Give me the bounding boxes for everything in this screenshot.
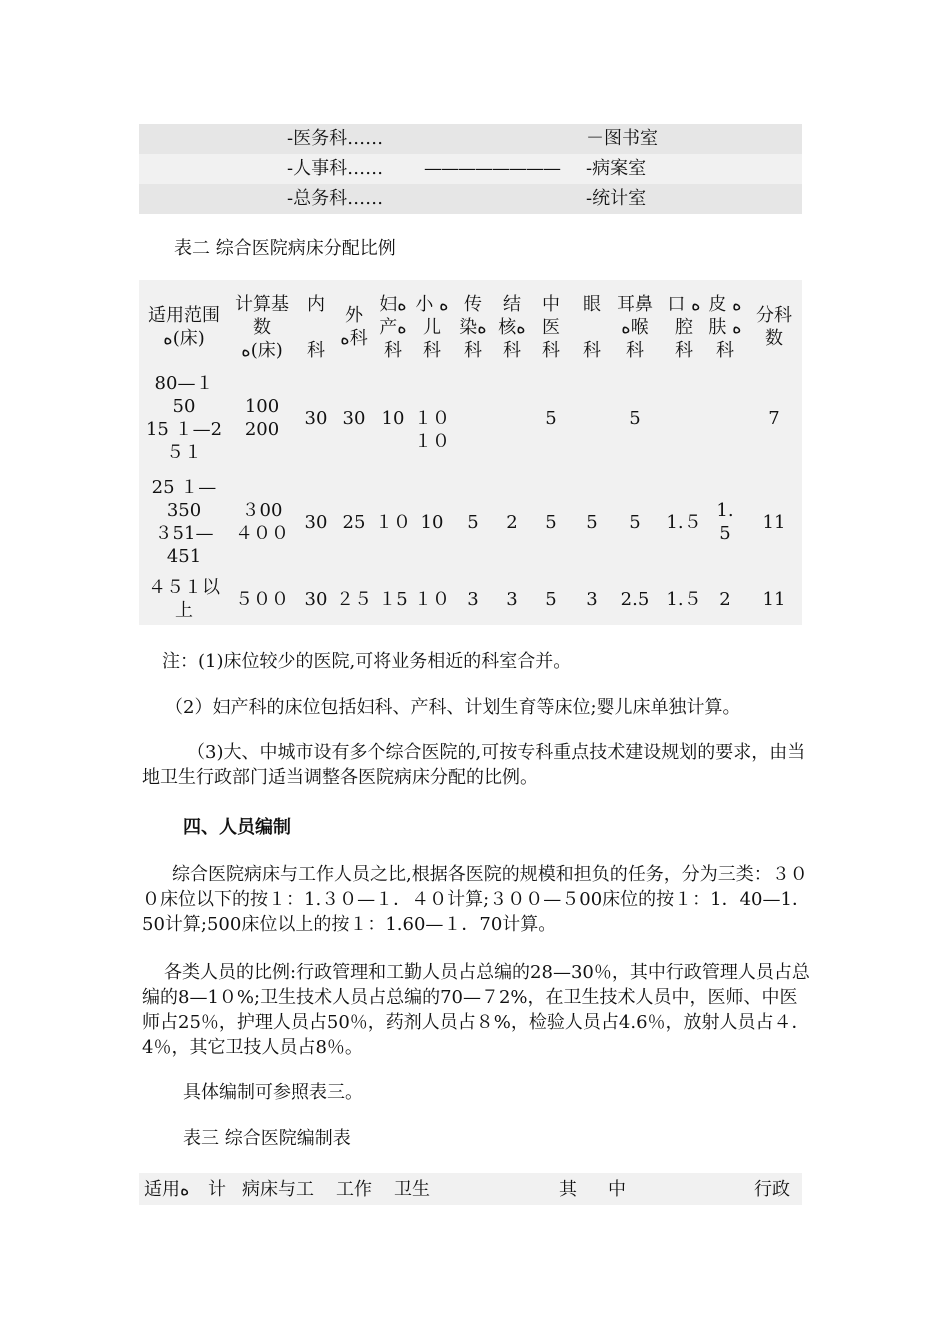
table2-header-3 (335, 304, 373, 350)
table2-cell-r1-c0-line: ３51— (154, 523, 214, 544)
table2-cell-r2-c2 (298, 588, 334, 611)
table2-cell-r1-c10 (611, 511, 659, 534)
table2-header-2-line (298, 316, 334, 339)
table2-cell-r2-c13 (746, 588, 802, 611)
table2-header-6 (454, 293, 492, 362)
table2-cell-r0-c1-line: 200 (244, 419, 280, 440)
table2-cell-r0-c4-line: 10 (381, 407, 405, 429)
table2-cell-r1-c0-line: 451 (166, 546, 202, 567)
table2-header-2-line: 科 (307, 339, 325, 361)
table2-header-5-line: 科 (423, 339, 441, 361)
table2-header-1-line: 计算基 (235, 293, 289, 315)
table2-cell-r2-c7 (492, 588, 532, 611)
table2-header-7-line: 科 (503, 339, 521, 361)
org-row-1-bg (139, 124, 802, 154)
org-row-3-bg (139, 184, 802, 214)
table2-cell-r1-c13 (746, 511, 802, 534)
table2-header-11-line: 腔 (675, 316, 693, 338)
table2-cell-r0-c8 (532, 407, 570, 430)
table2-cell-r1-c8 (532, 511, 570, 534)
table2-cell-r2-c1-line: ５００ (235, 588, 289, 610)
table2-cell-r0-c0-line: 80—１ (154, 373, 214, 394)
org-right-2: -病案室 (586, 158, 647, 179)
table2-cell-r2-c0-line: ４５１以 (148, 577, 220, 598)
note-1: 注：(1)床位较少的医院,可将业务相近的科室合并。 (162, 651, 572, 672)
table2-caption: 表二 综合医院病床分配比例 (174, 238, 396, 259)
staffing-paragraph-1: 综合医院病床与工作人员之比,根据各医院的规模和担负的任务，分为三类：３００床位以下的按１：1.３０—１．４０计算;３００—５00床位的按１：1．40—1．50计算;500床位以上的按１：1.60—１．70计算。 (142, 864, 810, 935)
table2-header-0-line: ه(床) (163, 328, 205, 349)
table2-cell-r0-c12 (703, 407, 747, 430)
table2-cell-r1-c3 (335, 511, 373, 534)
table2-cell-r0-c12-line (703, 407, 747, 430)
table2-header-3-line: ه科 (340, 328, 368, 349)
table2-cell-r2-c12-line: 2 (719, 588, 731, 610)
table2-header-4 (374, 293, 412, 362)
table2 (139, 280, 802, 625)
table2-header-0-line: 适用范围 (148, 305, 220, 326)
table2-header-3-line: 外 (345, 305, 363, 326)
table2-header-7 (492, 293, 532, 362)
table2-cell-r1-c7 (492, 511, 532, 534)
table3-header-7: 中 (608, 1179, 626, 1200)
table2-header-9-line: 科 (583, 339, 601, 361)
table2-header-6-line: 染ه (459, 316, 487, 338)
table2-cell-r1-c11 (661, 511, 707, 534)
table2-cell-r1-c13-line: 11 (762, 511, 786, 533)
table2-cell-r2-c2-line: 30 (304, 588, 328, 610)
table3-header-row (139, 1173, 802, 1205)
table2-cell-r1-c4 (374, 511, 412, 534)
section-heading: 四、人员编制 (183, 817, 291, 838)
note-2: （2）妇产科的床位包括妇科、产科、计划生育等床位;婴儿床单独计算。 (165, 697, 741, 718)
table2-header-12-line: 科 (716, 339, 734, 361)
table2-cell-r2-c10-line: 2.5 (620, 588, 650, 610)
table2-header-11-line: 科 (675, 339, 693, 361)
table2-header-10-line: 耳鼻 (617, 293, 653, 315)
table3-header-3: 病床与工 (242, 1179, 314, 1200)
table2-cell-r2-c3-line: ２５ (336, 588, 372, 610)
table2-header-8-line: 医 (542, 316, 560, 338)
table2-cell-r1-c0-line: 350 (166, 500, 202, 521)
table2-header-10 (611, 293, 659, 362)
table2-cell-r0-c9-line (575, 407, 609, 430)
note-3: （3)大、中城市设有多个综合医院的,可按专科重点技术建设规划的要求，由当地卫生行政部门适当调整各医院病床分配的比例。 (142, 742, 806, 788)
org-right-1: －图书室 (586, 128, 658, 149)
table2-header-2 (298, 293, 334, 362)
table2-cell-r1-c9 (575, 511, 609, 534)
table2-header-1 (226, 293, 298, 362)
table2-cell-r0-c11-line (661, 407, 707, 430)
table2-cell-r2-c5-line: １０ (414, 588, 450, 610)
org-left-2: -人事科…… (287, 158, 384, 179)
table2-cell-r0-c11 (661, 407, 707, 430)
table2-header-1-line: ه(床) (241, 339, 283, 361)
table2-cell-r2-c10 (611, 588, 659, 611)
table2-header-1-line: 数 (253, 316, 271, 338)
table2-cell-r0-c2 (298, 407, 334, 430)
table2-header-7-line: 核ه (498, 316, 526, 338)
table2-cell-r2-c7-line: 3 (506, 588, 518, 610)
table2-cell-r1-c0-line: 25 １— (151, 477, 217, 498)
table2-cell-r0-c2-line: 30 (304, 407, 328, 429)
table3-header-5: 卫生 (394, 1179, 430, 1200)
table2-cell-r2-c12 (703, 588, 747, 611)
table2-cell-r2-c13-line: 11 (762, 588, 786, 610)
table2-cell-r2-c9 (575, 588, 609, 611)
table2-header-12-line: 肤 ه (708, 316, 742, 338)
table2-cell-r0-c0-line: 15 １—2 (145, 419, 223, 440)
org-left-3: -总务科…… (287, 188, 384, 209)
table2-cell-r2-c1 (226, 588, 298, 611)
table2-cell-r2-c11 (661, 588, 707, 611)
table2-header-5-line: 小 ه (415, 293, 449, 315)
table2-cell-r2-c8-line: 5 (545, 588, 557, 610)
table2-cell-r0-c3-line: 30 (342, 407, 366, 429)
table2-cell-r1-c4-line: １０ (375, 511, 411, 533)
table3-header-8: 行政 (754, 1179, 790, 1200)
table2-header-4-line: 妇ه (379, 293, 407, 315)
table2-cell-r1-c1-line: ４００ (235, 523, 289, 544)
table2-cell-r1-c5-line: 10 (420, 511, 444, 533)
table2-cell-r1-c2 (298, 511, 334, 534)
table2-header-13-line: 分科 (756, 305, 792, 326)
table2-header-10-line: 科 (626, 339, 644, 361)
table2-cell-r0-c13 (746, 407, 802, 430)
table2-cell-r0-c9 (575, 407, 609, 430)
table2-cell-r2-c0-line: 上 (175, 600, 193, 621)
table2-header-2-line: 内 (307, 293, 325, 315)
table2-cell-r0-c3 (335, 407, 373, 430)
table2-cell-r0-c7 (492, 407, 532, 430)
table2-header-5 (411, 293, 453, 362)
table2-cell-r0-c6 (454, 407, 492, 430)
table2-cell-r0-c8-line: 5 (545, 407, 557, 429)
table2-header-8 (532, 293, 570, 362)
table2-cell-r1-c8-line: 5 (545, 511, 557, 533)
table2-header-12 (703, 293, 747, 362)
table2-cell-r0-c1 (226, 395, 298, 441)
table2-cell-r2-c11-line: 1.５ (666, 588, 702, 610)
table2-cell-r0-c4 (374, 407, 412, 430)
table2-cell-r1-c12 (703, 499, 747, 545)
table2-cell-r1-c12-line: 5 (719, 523, 731, 544)
table2-cell-r0-c13-line: 7 (768, 407, 780, 429)
table2-header-4-line: 产ه (379, 316, 407, 338)
table2-cell-r1-c3-line: 25 (342, 511, 366, 533)
table3-header-2: 计 (208, 1179, 226, 1200)
org-left-1: -医务科…… (287, 128, 384, 149)
table2-cell-r1-c9-line: 5 (586, 511, 598, 533)
table2-header-4-line: 科 (384, 339, 402, 361)
table2-header-11-line: 口 ه (667, 293, 701, 315)
table3-caption: 表三 综合医院编制表 (183, 1128, 351, 1149)
table2-header-13-line: 数 (765, 328, 783, 349)
table2-cell-r1-c6-line: 5 (467, 511, 479, 533)
table2-header-8-line: 中 (542, 293, 560, 315)
table2-cell-r1-c0 (142, 476, 226, 568)
table2-cell-r0-c10-line: 5 (629, 407, 641, 429)
table2-cell-r1-c5 (411, 511, 453, 534)
table2-header-12-line: 皮 ه (708, 293, 742, 315)
table2-cell-r1-c11-line: 1.５ (666, 511, 702, 533)
table3-header-4: 工作 (336, 1179, 372, 1200)
table2-header-9 (575, 293, 609, 362)
table2-header-9-line (575, 316, 609, 339)
table2-cell-r2-c4 (374, 588, 412, 611)
table2-cell-r0-c5-line: １０１０ (414, 407, 450, 452)
table2-cell-r2-c0 (142, 576, 226, 622)
table2-cell-r1-c12-line: 1. (716, 500, 734, 521)
table2-cell-r2-c4-line: １5 (378, 588, 408, 610)
table2-cells (139, 280, 802, 625)
table2-cell-r0-c5 (411, 407, 453, 452)
table3-header-1: 适用ه (144, 1179, 190, 1200)
table2-cell-r0-c10 (611, 407, 659, 430)
table3-header-6: 其 (559, 1179, 577, 1200)
table2-cell-r0-c0-line: 50 (172, 396, 196, 417)
org-connector: ———————— (424, 158, 560, 179)
table2-header-11 (661, 293, 707, 362)
table2-cell-r2-c6 (454, 588, 492, 611)
table2-header-10-line: ه喉 (621, 316, 649, 338)
staffing-paragraph-2: 各类人员的比例:行政管理和工勤人员占总编的28—30％，其中行政管理人员占总编的8—1０%;卫生技术人员占总编的70—７2%，在卫生技术人员中，医师、中医师占25％，护理人员占50％，药剂人员占８%，检验人员占4.6％，放射人员占４．4％，其它卫技人员占8％。 (142, 962, 810, 1058)
table2-header-6-line: 传 (464, 293, 482, 315)
table2-cell-r1-c7-line: 2 (506, 511, 518, 533)
table2-cell-r1-c2-line: 30 (304, 511, 328, 533)
table2-cell-r1-c1 (226, 499, 298, 545)
table2-cell-r2-c8 (532, 588, 570, 611)
table2-cell-r1-c1-line: ３00 (241, 500, 283, 521)
table2-header-13 (746, 304, 802, 350)
table2-cell-r1-c6 (454, 511, 492, 534)
table2-header-7-line: 结 (503, 293, 521, 315)
table2-header-0 (142, 304, 226, 350)
table2-cell-r0-c0-line: ５１ (166, 442, 202, 463)
table2-header-6-line: 科 (464, 339, 482, 361)
table2-cell-r2-c6-line: 3 (467, 588, 479, 610)
table2-cell-r0-c7-line (492, 407, 532, 430)
table2-header-9-line: 眼 (583, 293, 601, 315)
table2-header-8-line: 科 (542, 339, 560, 361)
table2-cell-r0-c1-line: 100 (244, 396, 280, 417)
table2-cell-r2-c3 (335, 588, 373, 611)
table2-header-5-line: 儿 (423, 316, 441, 338)
staffing-paragraph-3: 具体编制可参照表三。 (183, 1082, 363, 1103)
table2-cell-r1-c10-line: 5 (629, 511, 641, 533)
org-right-3: -统计室 (586, 188, 647, 209)
table2-cell-r0-c0 (142, 372, 226, 464)
table2-cell-r2-c5 (411, 588, 453, 611)
table2-cell-r2-c9-line: 3 (586, 588, 598, 610)
table2-cell-r0-c6-line (454, 407, 492, 430)
